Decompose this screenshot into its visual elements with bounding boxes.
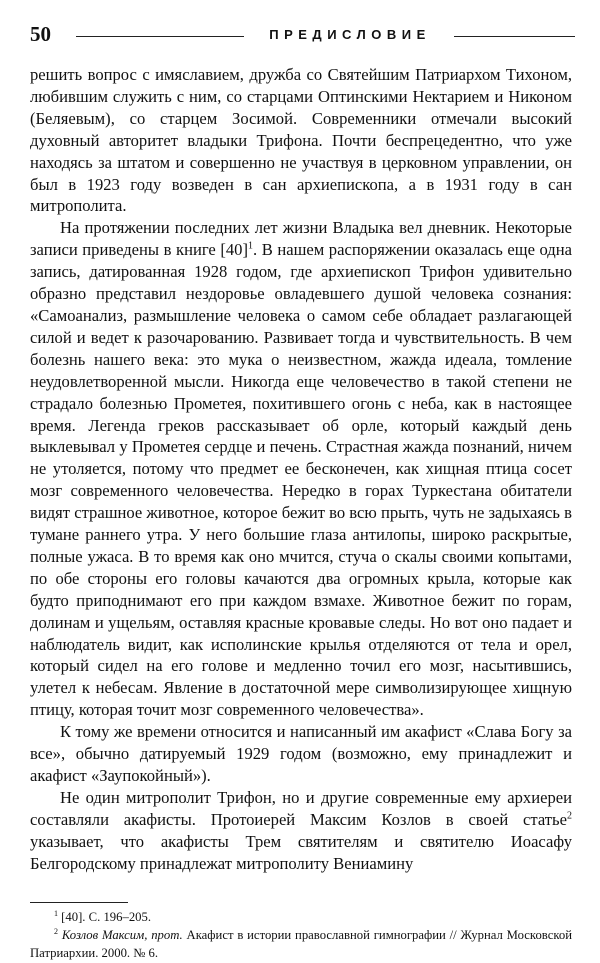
page-number: 50 bbox=[30, 22, 51, 46]
footnote-marker-2: 2 bbox=[54, 926, 58, 936]
footnote-ref-2[interactable]: 2 bbox=[567, 810, 572, 822]
footnote-text: [40]. С. 196–205. bbox=[58, 910, 152, 924]
footnote-author: Козлов Максим, прот. bbox=[58, 928, 183, 942]
footnote-divider bbox=[30, 902, 128, 903]
footnote-ref-1[interactable]: 1 bbox=[248, 240, 253, 252]
footnotes bbox=[30, 908, 572, 962]
paragraph-text: . В нашем распоряжении оказалась еще одна запись, датированная 1928 годом, где архиепископ Трифон удивительно образно представил нездоровье овладевшего душой человека сознания: «Самоанализ, размышление человека о самом себе обладает разлагающей силой и ведет к разочарованию. Развивает тогда и чувствительность. В чем болезнь нашего века: это мука о неизвестном, жажда идеала, томление неудовлетворенной мысли. Никогда еще человечество в такой степени не страдало болезнью Прометея, похитившего огонь с неба, как в настоящее время. Легенда греков рассказывает об орле, который каждый день выклевывал у Прометея сердце и печень. Страстная жажда познаний, ничем не утоляется, потому что предмет ее бесконечен, как хищная птица сосет мозг современного человечества. Нередко в горах Туркестана обитатели видят страшное животное, которое бежит во всю прыть, чуть не задыхаясь в тумане раннего утра. У него большие глаза антилопы, широко раскрытые, полные ужаса. В то время как оно мчится, стуча о скалы своими копытами, по обе стороны его головы качаются два огромных крыла, которые как будто приподнимают его при каждом взмахе. Животное бежит по горам, долинам и ущельям, оставляя красные кровавые следы. Но вот оно падает и наблюдатель видит, как исполинские крылья отделяются от тела и орел, который сидел на его голове и медленно точил его мозг, насытившись, улетел к небесам. Явление в достаточной мере символизирующее хищную птицу, которая точит мозг современного человечества». bbox=[30, 240, 572, 720]
paragraph-continuation bbox=[30, 64, 572, 217]
paragraph-text: На протяжении последних лет жизни Владыка вел дневник. Некоторые записи приведены в книге [40] bbox=[30, 218, 572, 260]
footnote-marker-1: 1 bbox=[54, 908, 58, 918]
main-text bbox=[30, 64, 572, 875]
running-title: ПРЕДИСЛОВИЕ bbox=[269, 27, 431, 42]
paragraph-text: решить вопрос с имяславием, дружба со Святейшим Патриархом Тихоном, любившим служить с ним, со старцами Оптинскими Нектарием и Никоном (Беляевым), со старцем Зосимой. Современники отмечали высокий духовный авторитет владыки Трифона. Почти беспрецедентно, что уже находясь за штатом и совершенно не участвуя в церковном управлении, он был в 1923 году возведен в сан архиепископа, а в 1931 году в сан митрополита. bbox=[30, 65, 572, 216]
paragraph-text: К тому же времени относится и написанный им акафист «Слава Богу за все», обычно датируемый 1929 годом (возможно, ему принадлежит и акафист «Заупокойный»). bbox=[30, 722, 572, 785]
paragraph-other-hierarchs bbox=[30, 787, 572, 875]
footnote-1 bbox=[30, 908, 572, 926]
paragraph-akathist bbox=[30, 721, 572, 787]
footnote-2 bbox=[30, 926, 572, 962]
header-rule-left bbox=[76, 36, 244, 37]
page-header bbox=[30, 22, 575, 50]
footnote-text: Акафист в истории православной гимнографии // Журнал Московской Патриархии. 2000. № 6. bbox=[30, 928, 572, 960]
header-rule-right bbox=[454, 36, 575, 37]
paragraph-text: указывает, что акафисты Трем святителям и святителю Иоасафу Белгородскому принадлежат митрополиту Вениамину bbox=[30, 831, 572, 873]
paragraph-text: Не один митрополит Трифон, но и другие современные ему архиереи составляли акафисты. Протоиерей Максим Козлов в своей статье bbox=[30, 787, 572, 829]
paragraph-diary bbox=[30, 217, 572, 721]
